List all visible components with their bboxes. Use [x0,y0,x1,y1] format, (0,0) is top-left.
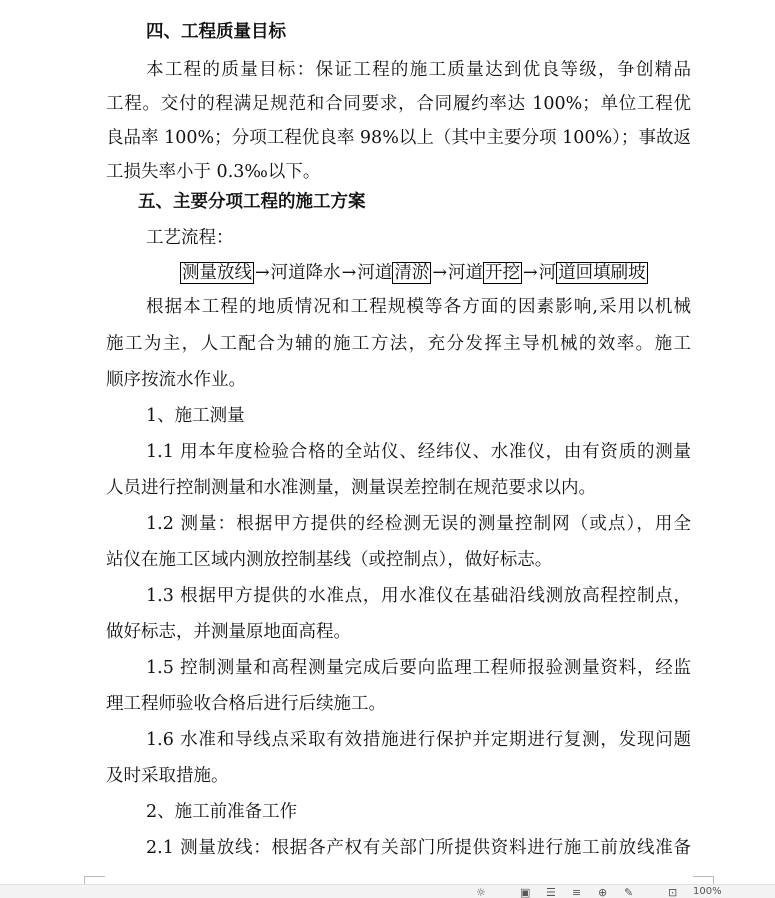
item-1-1-line-2: 人员进行控制测量和水准测量，测量误差控制在规范要求以内。 [106,478,596,498]
process-flow [180,261,775,285]
sun-icon[interactable]: ☼ [476,886,486,898]
item-1-5-line-2: 理工程师验收合格后进行后续施工。 [106,694,386,714]
item-1-3-line-2: 做好标志，并测量原地面高程。 [106,622,351,642]
subsection-1-title: 1、施工测量 [146,406,245,426]
item-1-6-line-2: 及时采取措施。 [106,766,229,786]
item-1-1-line-1: 1.1 用本年度检验合格的全站仪、经纬仪、水准仪，由有资质的测量 [146,442,691,462]
flow-step-dewatering: 河道降水 [270,263,341,283]
zoom-fit-icon[interactable]: ⊡ [668,886,678,898]
zoom-level[interactable]: 100% [693,886,722,897]
section-4-para-line-4: 工损失率小于 0.3‰以下。 [106,162,321,182]
flow-step-backfill: 道回填刷坡 [558,263,646,283]
section-4-heading: 四、工程质量目标 [146,22,286,42]
flow-step-dredging: 清淤 [394,263,430,283]
intro-line-1: 根据本工程的地质情况和工程规模等各方面的因素影响,采用以机械 [146,297,691,317]
item-2-1-line-1: 2.1 测量放线：根据各产权有关部门所提供资料进行施工前放线准备 [146,838,691,858]
process-label: 工艺流程： [146,228,234,248]
section-4-para-line-2: 工程。交付的程满足规范和合同要求，合同履约率达 100%；单位工程优 [106,94,691,114]
list-view-icon[interactable]: ☰ [546,886,556,898]
flow-step-excavation: 开挖 [485,263,521,283]
item-1-2-line-1: 1.2 测量：根据甲方提供的经检测无误的测量控制网（或点），用全 [146,514,691,534]
flow-step5-prefix: 河 [538,263,557,283]
intro-line-3: 顺序按流水作业。 [106,370,246,390]
item-1-3-line-1: 1.3 根据甲方提供的水准点，用水准仪在基础沿线测放高程控制点， [146,586,691,606]
item-1-2-line-2: 站仪在施工区域内测放控制基线（或控制点），做好标志。 [106,550,553,570]
flow-arrow-4: → [523,263,538,283]
web-view-icon[interactable]: ⊕ [598,886,608,898]
flow-arrow-3: → [432,263,448,283]
page-view-icon[interactable]: ▣ [520,886,531,898]
intro-line-2: 施工为主，人工配合为辅的施工方法，充分发挥主导机械的效率。施工 [106,334,691,354]
edit-icon[interactable]: ✎ [624,886,634,898]
section-5-heading: 五、主要分项工程的施工方案 [138,192,366,212]
flow-step4-prefix: 河道 [448,263,484,283]
outline-icon[interactable]: ≡ [572,886,582,898]
section-4-para-line-1: 本工程的质量目标：保证工程的施工质量达到优良等级，争创精品 [146,60,691,80]
section-4-para-line-3: 良品率 100%；分项工程优良率 98%以上（其中主要分项 100%）；事故返 [106,128,691,148]
status-bar [0,884,775,898]
item-1-6-line-1: 1.6 水准和导线点采取有效措施进行保护并定期进行复测，发现问题 [146,730,691,750]
flow-arrow-2: → [341,263,357,283]
subsection-2-title: 2、施工前准备工作 [146,802,298,822]
item-1-5-line-1: 1.5 控制测量和高程测量完成后要向监理工程师报验测量资料，经监 [146,658,691,678]
flow-arrow-1: → [255,263,270,283]
flow-step-survey: 测量放线 [182,263,252,283]
flow-step3-prefix: 河道 [357,263,393,283]
